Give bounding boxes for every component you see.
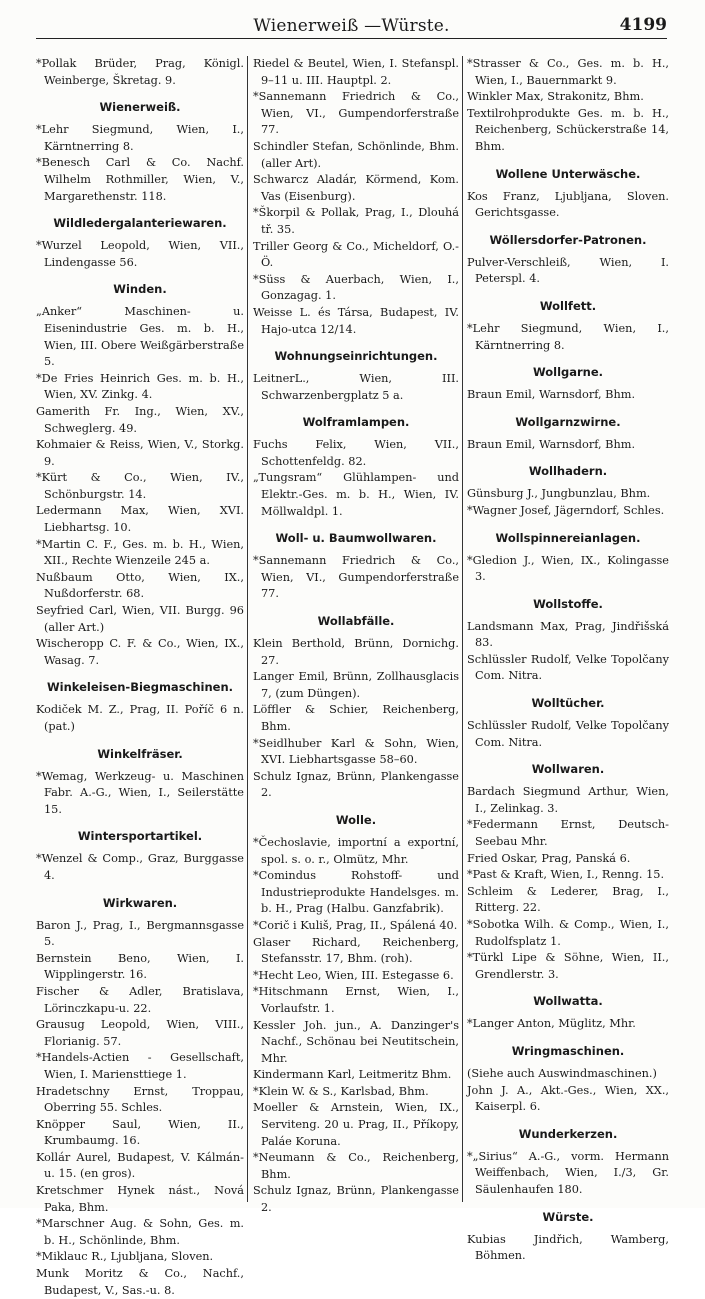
directory-entry: Ledermann Max, Wien, XVI. Liebhartsg. 10. [36,504,244,535]
directory-entry: Kohmaier & Reiss, Wien, V., Storkg. 9. [36,438,244,468]
directory-entry: *Hitschmann Ernst, Wien, I., Vorlaufstr. 1. [253,985,459,1015]
directory-entry: „Tungsram“ Glühlampen- und Elektr.-Ges. m. b. H., Wien, IV. Möllwaldpl. 1. [253,471,459,518]
section-heading: Wolframlampen. [302,415,410,430]
section-heading: Wunderkerzen. [518,1126,618,1141]
running-title: Wienerweiß —Würste. [253,16,450,36]
directory-entry: *Süss & Auerbach, Wien, I., Gonzagag. 1. [253,272,459,303]
directory-entry: *De Fries Heinrich Ges. m. b. H., Wien, XV. Zinkg. 4. [36,371,244,402]
section-heading: Wollabfälle. [317,614,395,629]
directory-entry: Fuchs Felix, Wien, VII., Schottenfeldg. 82. [253,438,459,468]
header-rule [36,38,667,39]
column-3 [467,56,669,1263]
column-divider [462,56,463,1202]
directory-entry: Weisse L. és Társa, Budapest, IV. Hajo-utca 12/14. [253,305,459,336]
directory-entry: *„Sirius“ A.-G., vorm. Hermann Weiffenbach, Wien, I./3, Gr. Säulenhaufen 180. [467,1149,669,1196]
page-header [36,8,667,38]
section-heading: Wollspinnereianlagen. [495,530,641,545]
section-heading: Winkeleisen-Biegmaschinen. [46,680,234,695]
section-heading: Wollene Unterwäsche. [495,166,641,181]
directory-entry: *Hecht Leo, Wien, III. Estegasse 6. [253,968,454,982]
directory-entry: *Sannemann Friedrich & Co., Wien, VI., Gumpendorferstraße 77. [253,554,459,601]
directory-entry: Kubias Jindřich, Wamberg, Böhmen. [467,1232,669,1263]
section-heading: Wollgarnzwirne. [515,414,621,429]
page-number: 4199 [619,15,667,35]
directory-entry: Textilrohprodukte Ges. m. b. H., Reichenberg, Schückerstraße 14, Bhm. [467,106,669,153]
directory-entry: Moeller & Arnstein, Wien, IX., Serviteng. 20 u. Prag, II., Příkopy, Paláe Koruna. [253,1101,459,1148]
section-heading: Wöllersdorfer-Patronen. [489,232,647,247]
directory-entry: *Wagner Josef, Jägerndorf, Schles. [467,503,665,517]
directory-entry: *Corič i Kuliš, Prag, II., Spálená 40. [253,918,458,932]
directory-entry: LeitnerL., Wien, III. Schwarzenbergplatz 5 a. [253,372,459,402]
directory-entry: Kodiček M. Z., Prag, II. Poříč 6 n. (pat.) [36,703,244,733]
directory-entry: *Handels-Actien - Gesellschaft, Wien, I. Mariensttiege 1. [36,1051,244,1081]
directory-entry: *Benesch Carl & Co. Nachf. Wilhelm Rothmiller, Wien, V., Margarethenstr. 118. [36,156,244,203]
directory-entry: *Čechoslavie, importní a exportní, spol. s. o. r., Olmütz, Mhr. [253,835,459,866]
directory-entry: Gamerith Fr. Ing., Wien, XV., Schweglerg. 49. [36,404,244,435]
directory-entry: Kos Franz, Ljubljana, Sloven. Gerichtsgasse. [467,189,669,220]
directory-entry: *Martin C. F., Ges. m. b. H., Wien, XII., Rechte Wienzeile 245 a. [36,537,244,568]
directory-entry: Bernstein Beno, Wien, I. Wipplingerstr. 16. [36,951,244,982]
directory-entry: *Lehr Siegmund, Wien, I., Kärntnerring 8. [467,321,669,352]
section-heading: Wolltücher. [531,696,605,711]
directory-entry: Kretschmer Hynek nást., Nová Paka, Bhm. [36,1184,244,1214]
directory-entry: *Gledion J., Wien, IX., Kolingasse 3. [467,553,669,584]
directory-entry: Winkler Max, Strakonitz, Bhm. [467,90,644,104]
section-heading: Wohnungseinrichtungen. [274,349,438,364]
directory-entry: Pulver-Verschleiß, Wien, I. Peterspl. 4. [467,255,669,286]
directory-entry: *Türkl Lipe & Söhne, Wien, II., Grendlerstr. 3. [467,951,669,981]
directory-entry: Braun Emil, Warnsdorf, Bhm. [467,437,636,451]
directory-entry: *Wemag, Werkzeug- u. Maschinen Fabr. A.-G., Wien, I., Seilerstätte 15. [36,769,244,816]
directory-entry: Nußbaum Otto, Wien, IX., Nußdorferstr. 68. [36,570,244,601]
directory-entry: *Wurzel Leopold, Wien, VII., Lindengasse 56. [36,239,244,269]
directory-entry: Wischeropp C. F. & Co., Wien, IX., Wasag. 7. [36,637,244,667]
column-divider [247,56,248,1202]
directory-entry: Seyfried Carl, Wien, VII. Burgg. 96 (aller Art.) [36,604,244,634]
directory-entry: Triller Georg & Co., Micheldorf, O.-Ö. [253,239,459,270]
directory-entry: Landsmann Max, Prag, Jindřišská 83. [467,619,669,650]
directory-entry: Günsburg J., Jungbunzlau, Bhm. [467,487,651,501]
directory-entry: „Anker“ Maschinen- u. Eisenindustrie Ges. m. b. H., Wien, III. Obere Weißgärberstraße 5. [36,305,244,369]
directory-entry: *Sobotka Wilh. & Comp., Wien, I., Rudolfsplatz 1. [467,918,669,948]
column-1 [36,56,244,1297]
directory-entry: Schulz Ignaz, Brünn, Plankengasse 2. [253,769,459,800]
directory-entry: *Comindus Rohstoff- und Industrieprodukte Handelsges. m. b. H., Prag (Halbu. Ganzfabrik). [253,869,459,916]
section-heading: Wildledergalanteriewaren. [53,216,227,231]
directory-entry: Munk Moritz & Co., Nachf., Budapest, V., Sas.-u. 8. [36,1267,244,1297]
section-heading: Wollgarne. [532,365,604,380]
directory-entry: Klein Berthold, Brünn, Dornichg. 27. [253,637,459,667]
section-heading: Winden. [113,282,167,297]
directory-entry: Kindermann Karl, Leitmeritz Bhm. [253,1068,452,1082]
directory-entry: Schleim & Lederer, Brag, I., Ritterg. 22. [467,884,669,915]
section-heading: Wirkwaren. [102,895,178,910]
directory-entry: Hradetschny Ernst, Troppau, Oberring 55. Schles. [36,1084,244,1115]
directory-entry: Löffler & Schier, Reichenberg, Bhm. [253,703,459,733]
section-heading: Wienerweiß. [99,100,181,115]
directory-entry: Schindler Stefan, Schönlinde, Bhm. (aller Art). [253,139,459,170]
directory-entry: Schwarcz Aladár, Körmend, Kom. Vas (Eisenburg). [253,173,459,203]
directory-entry: John J. A., Akt.-Ges., Wien, XX., Kaiserpl. 6. [467,1083,669,1114]
directory-entry: Fried Oskar, Prag, Panská 6. [467,851,631,865]
directory-entry: *Sannemann Friedrich & Co., Wien, VI., Gumpendorferstraße 77. [253,90,459,137]
directory-entry: *Langer Anton, Müglitz, Mhr. [467,1017,636,1031]
directory-entry: *Federmann Ernst, Deutsch-Seebau Mhr. [467,818,669,849]
directory-entry: Grausug Leopold, Wien, VIII., Florianig. 57. [36,1018,244,1048]
directory-entry: Bardach Siegmund Arthur, Wien, I., Zelinkag. 3. [467,785,669,815]
directory-entry: *Strasser & Co., Ges. m. b. H., Wien, I., Bauernmarkt 9. [467,57,669,87]
directory-entry: Braun Emil, Warnsdorf, Bhm. [467,388,636,402]
directory-entry: Schulz Ignaz, Brünn, Plankengasse 2. [253,1184,459,1215]
section-heading: Woll- u. Baumwollwaren. [275,531,437,546]
directory-entry: *Neumann & Co., Reichenberg, Bhm. [253,1151,459,1181]
directory-entry: Glaser Richard, Reichenberg, Stefansstr. 17, Bhm. (roh). [253,935,459,966]
directory-entry: Fischer & Adler, Bratislava, Lörinczkapu-u. 22. [36,984,244,1015]
directory-entry: *Miklauc R., Ljubljana, Sloven. [36,1250,214,1264]
directory-entry: *Seidlhuber Karl & Sohn, Wien, XVI. Liebhartsgasse 58–60. [253,736,459,767]
section-heading: Wollstoffe. [533,596,603,611]
column-2 [253,56,459,1215]
directory-entry: Knöpper Saul, Wien, II., Krumbaumg. 16. [36,1117,244,1148]
section-heading: Wintersportartikel. [77,829,203,844]
directory-entry: Schlüssler Rudolf, Velke Topolčany Com. Nitra. [467,719,669,749]
directory-entry: *Lehr Siegmund, Wien, I., Kärntnerring 8. [36,123,244,153]
directory-entry: *Marschner Aug. & Sohn, Ges. m. b. H., Schönlinde, Bhm. [36,1217,244,1247]
directory-entry: *Pollak Brüder, Prag, Königl. Weinberge, Škretag. 9. [36,57,244,87]
directory-entry: Kollár Aurel, Budapest, V. Kálmán-u. 15. (en gros). [36,1150,244,1181]
section-heading: Winkelfräser. [97,746,183,761]
section-heading: Wollfett. [539,298,597,313]
directory-entry: *Past & Kraft, Wien, I., Renng. 15. [467,868,665,882]
directory-entry: *Škorpil & Pollak, Prag, I., Dlouhá tř. 35. [253,206,459,236]
section-heading: Wollwaren. [531,762,605,777]
section-heading: Wolle. [335,812,377,827]
directory-entry: (Siehe auch Auswindmaschinen.) [467,1066,657,1080]
section-heading: Wollwatta. [533,994,603,1009]
section-heading: Wollhadern. [528,464,608,479]
directory-entry: *Klein W. & S., Karlsbad, Bhm. [253,1084,429,1098]
directory-entry: Kessler Joh. jun., A. Danzinger's Nachf., Schönau bei Neutitschein, Mhr. [253,1018,459,1065]
directory-entry: *Kürt & Co., Wien, IV., Schönburgstr. 14. [36,471,244,501]
section-heading: Wringmaschinen. [511,1043,625,1058]
directory-entry: Riedel & Beutel, Wien, I. Stefanspl. 9–11 u. III. Hauptpl. 2. [253,57,459,87]
section-heading: Würste. [542,1209,594,1224]
directory-entry: *Wenzel & Comp., Graz, Burggasse 4. [36,852,244,882]
directory-entry: Schlüssler Rudolf, Velke Topolčany Com. Nitra. [467,652,669,683]
directory-entry: Baron J., Prag, I., Bergmannsgasse 5. [36,918,244,949]
directory-entry: Langer Emil, Brünn, Zollhausglacis 7, (zum Düngen). [253,670,459,700]
columns [36,56,669,1297]
